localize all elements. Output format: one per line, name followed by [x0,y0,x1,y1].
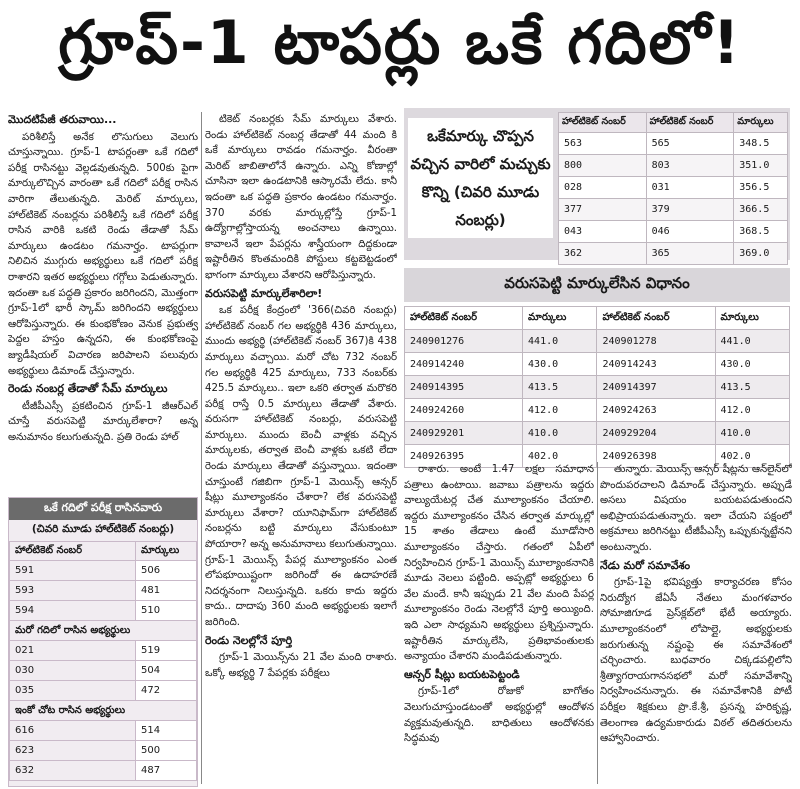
table-row: 240926395 402.0 240926398 402.0 [405,445,790,468]
same-room-title: ఒకే గదిలో పరీక్ష రాసినవారు [9,498,197,520]
column-3 [404,462,594,784]
table-row: 043 046 368.5 [559,221,788,243]
col2-subheading-2: రెండు నెలల్లోనే పూర్తి [205,633,293,647]
table-row: 632 487 [10,761,197,781]
col4-paragraph-1: తున్నారు. మెయిన్స్ ఆన్సర్ షీట్లను ఆన్‌లైన్‌లో పొందుపరచాలని డిమాండ్ చేస్తున్నారు. అప్పుడే అసలు విషయం బయటపడుతుందని అభిప్రాయపడుతున్నారు. ఇలా చేయని పక్షంలో అక్రమాలు జరిగినట్టు టీజీపీఎస్సీ ఒప్పుకున్నట్టేనని అంటున్నారు. [600,464,792,553]
table-row: 240924260 412.0 240924263 412.0 [405,399,790,422]
col-header-marks: మార్కులు [136,542,197,561]
col-header: హాల్‌టికెట్ నంబర్ [559,113,647,133]
table-row: 593 481 [10,581,197,601]
col2-paragraph-3: గ్రూప్-1 మెయిన్స్‌ను 21 వేల మంది రాశారు. ఒక్కో అభ్యర్థి 7 పేపర్లకు పరీక్షలు [205,652,397,679]
col-header: మార్కులు [523,307,597,330]
table-row: 240901276 441.0 240901278 441.0 [405,330,790,353]
table-row: 035 472 [10,681,197,701]
table-row: 591 506 [10,561,197,581]
group-label: మరో గదిలో రాసిన అభ్యర్థులు [10,621,197,641]
col-header: మార్కులు [734,113,788,133]
table-row: 240914240 430.0 240914243 430.0 [405,353,790,376]
same-room-table-box [8,497,198,787]
col3-paragraph-1: రాశారు. అంటే 1.47 లక్షల సమాధాన పత్రాలు ఉంటాయి. జవాబు పత్రాలను ఇద్దరు వాల్యుయేటర్ల చేత మూల్యాంకనం చేయాలి. ఇద్దరు మూల్యాంకనం చేసిన తర్వాత మార్కుల్లో 15 శాతం తేడాలు ఉంటే మూడోసారి మూల్యాంకనం చేస్తారు. గతంలో ఏపీలో నిర్వహించిన గ్రూప్-1 మెయిన్స్ మూల్యాంకనానికి మూడు నెలలు పట్టింది. అప్పట్లో అభ్యర్థులు 6 వేల మందే. కానీ ఇప్పుడు 21 వేల మంది పేపర్ల మూల్యాంకనం రెండు నెలల్లోనే పూర్తి అయ్యింది. ఇది ఎలా సాధ్యమని అభ్యర్థులు ప్రశ్నిస్తున్నారు. ఇష్టారీతిన మార్కులేసి, ప్రతిభావంతులకు అన్యాయం చేశారని మండిపడుతున్నారు. [404,464,594,663]
col1-paragraph-1: పరిశీలిస్తే అనేక లొసుగులు వెలుగు చూస్తున్నాయి. గ్రూప్-1 టాపర్లంతా ఒకే గదిలో పరీక్ష రాసినట్టు వెల్లడవుతున్నది. 500కు పైగా మార్కులొచ్చిన వారంతా ఒకే గదిలో పరీక్ష రాసిన వారిగా తేలుతున్నది. మెరిట్ మార్కులు, హాల్‌టికెట్ నంబర్లను పరిశీలిస్తే ఒకే గదిలో పరీక్ష రాసిన వారికి ఒకటి రెండు తేడాతో సేమ్ మార్కులు ఉండటం గమనార్హం. టాపర్లుగా నిలిచిన ముగ్గురు అభ్యర్థులు ఒకే గదిలో పరీక్ష రాశారని ఇతర అభ్యర్థులు గగ్గోలు పెడుతున్నారు. ఇదంతా ఒక పద్ధతి ప్రకారం జరిగిందని, మొత్తంగా గ్రూప్-1లో భారీ స్కామ్ జరిగిందని అభ్యర్థులు ఆరోపిస్తున్నారు. ఈ కుంభకోణం వెనుక ప్రభుత్వ పెద్దల హస్తం ఉన్నదని, ఈ కుంభకోణంపై జ్యుడీషియల్ విచారణ జరిపాలని పలువురు అభ్యర్థులు డిమాండ్ చేస్తున్నారు. [8,131,198,377]
section-title: వరుసపెట్టి మార్కులేసిన విధానం [404,268,790,302]
col3-subheading: ఆన్సర్ షీట్లు బయటపెట్టండి [404,667,520,681]
col-header: హాల్‌టికెట్ నంబర్ [405,307,523,330]
col-header: మార్కులు [715,307,789,330]
col2-subheading-1: వరుసపెట్టి మార్కులేశారిలా! [205,286,323,300]
table-row: 594 510 [10,601,197,621]
column-divider [597,462,598,784]
table-row: 240929201 410.0 240929204 410.0 [405,422,790,445]
sequential-marks-table [404,306,790,468]
column-divider [201,112,202,784]
column-1 [8,112,198,492]
table-row: 021 519 [10,641,197,661]
column-2 [205,112,397,782]
continued-kicker: మొదటిపేజీ తరువాయి... [8,113,117,126]
col3-paragraph-2: గ్రూప్-1లో రోజుకో బాగోతం వెలుగుచూస్తుండటంతో అభ్యర్థుల్లో ఆందోళన వ్యక్తమవుతున్నది. బాధితులు ఆందోళనకు సిద్ధమవు [404,686,594,745]
col2-paragraph-2: ఒక పరీక్ష కేంద్రంలో '366(చివరి నంబర్లు) హాల్‌టికెట్ నంబర్ గల అభ్యర్థికి 436 మార్కులు, ముందు అభ్యర్థి (హాల్‌టికెట్ నంబర్ 367)కి 438 మార్కులు వచ్చాయి. మరో చోట 732 నంబర్ గల అభ్యర్థికి 425 మార్కులు, 733 నంబర్‌కు 425.5 మార్కులు.. ఇలా ఒకరి తర్వాత మరొకరి పరీక్ష రాస్తే 0.5 మార్కులు తేడాతో వేశారు. వరుసగా హాల్‌టికెట్ నంబర్లు, వరుసపెట్టి మార్కులు. ముందు బెంచీ వాళ్లకు వచ్చిన మార్కులకు, తర్వాత బెంచీ వాళ్లకు ఒకటి లేదా రెండు మార్కులు తేడాతో వస్తున్నాయి. ఇదంతా చూస్తుంటే గజిబిగా గ్రూప్-1 మెయిన్స్ ఆన్సర్ షీట్లు మూల్యాంకనం చేశారా? లేక వరుసపెట్టి మార్కులు వేశారా? యూనిఫామ్‌గా హాల్‌టికెట్ నంబర్లను బట్టి మార్కులు వేసుకుంటూ పోయారా? అన్న అనుమానాలు కలుగుతున్నాయి. గ్రూప్-1 మెయిన్స్ పేపర్ల మూల్యాంకనం ఎంత లోపభూయిష్టంగా జరిగిందో ఈ ఉదాహరణే నిదర్శనంగా నిలుస్తున్నది. ఒకరు కాదు ఇద్దరు కాదు.. దాదాపు 360 మంది అభ్యర్థులకు ఇలాగే జరిగింది. [205,305,397,628]
headline: గ్రూప్-1 టాపర్లు ఒకే గదిలో! [58,8,742,78]
group-label: ఇంకో చోట రాసిన అభ్యర్థులు [10,701,197,721]
column-4 [600,462,792,784]
table-row: 362 365 369.0 [559,243,788,265]
same-room-subtitle: (చివరి మూడు హాల్‌టికెట్ నంబర్లు) [31,523,175,535]
col-header: హాల్‌టికెట్ నంబర్ [646,113,734,133]
same-marks-table [558,112,788,265]
col-header-hallticket: హాల్‌టికెట్ నంబర్ [10,542,136,561]
table-row: 623 500 [10,741,197,761]
col1-paragraph-2: టీజీపీఎస్సీ ప్రకటించిన గ్రూప్-1 జీఆర్ఎల్ చూస్తే వరుసపెట్టి మార్కులేశారా? అన్న అనుమానం కలుగుతున్నది. ప్రతి రెండు హాల్ [8,400,198,443]
col-header: హాల్‌టికెట్ నంబర్ [597,307,715,330]
same-room-table [9,541,197,781]
table-row: 377 379 366.5 [559,199,788,221]
table-row: 616 514 [10,721,197,741]
col2-paragraph-1: టికెట్ నంబర్లకు సేమ్ మార్కులు వేశారు. రెండు హాల్‌టికెట్ నంబర్ల తేడాతో 44 మంది కి ఒకే మార్కులు రావడం గమనార్హం. వీరంతా మెరిట్ జాబితాలోనే ఉన్నారు. ఎన్ని కోణాల్లో చూసినా ఇలా ఉండటానికి ఆస్కారమే లేదు. కానీ ఇదంతా ఒక పద్ధతి ప్రకారం ఉండటం గమనార్హం. 370 వరకు మార్కుల్లోస్తే గ్రూప్-1 ఉద్యోగాల్లోస్తాయన్న అంచనాలు ఉన్నాయి. కావాలనే ఇలా పేపర్లను శాస్త్రీయంగా దిద్దకుండా ఇష్టారీతిన కొంతమందికి పోస్టులు కట్టబెట్టడంలో భాగంగా మార్కులు వేశారని ఆరోపిస్తున్నారు. [205,114,397,281]
table-row: 240914395 413.5 240914397 413.5 [405,376,790,399]
col4-subheading: నేడు మరో సమావేశం [600,558,691,572]
col4-paragraph-2: గ్రూప్-1పై భవిష్యత్తు కార్యాచరణ కోసం నిరుద్యోగ జేఏసీ నేతలు మంగళవారం సోమాజిగూడ ప్రెస్‌క్లబ్‌లో భేటీ అయ్యారు. మూల్యాంకనంలో లోపాల్లై, అభ్యర్థులకు జరుగుతున్న నష్టంపై ఈ సమావేశంలో చర్చించారు. బుధవారం చిక్కడపల్లిలోని శ్రీత్యాగరాయగానసభలో మరో సమావేశాన్ని నిర్వహించనున్నారు. ఈ సమావేశానికి పోటీ పరీక్షల శిక్షకులు ప్రొ.కే.శ్రీ, ప్రసన్న హరికృష్ణ, తెలంగాణ ఉద్యమకారుడు విఠల్ తదితరులను ఆహ్వానించారు. [600,577,792,745]
callout-text: ఒకేమార్కు చొప్పన వచ్చిన వారిలో మచ్చుకు కొన్ని (చివరి మూడు నంబర్లు) [408,118,553,238]
table-row: 563 565 348.5 [559,133,788,155]
table-row: 028 031 356.5 [559,177,788,199]
table-row: 030 504 [10,661,197,681]
table-row: 800 803 351.0 [559,155,788,177]
col1-subheading: రెండు నంబర్ల తేడాతో సేమ్ మార్కులు [8,382,168,396]
